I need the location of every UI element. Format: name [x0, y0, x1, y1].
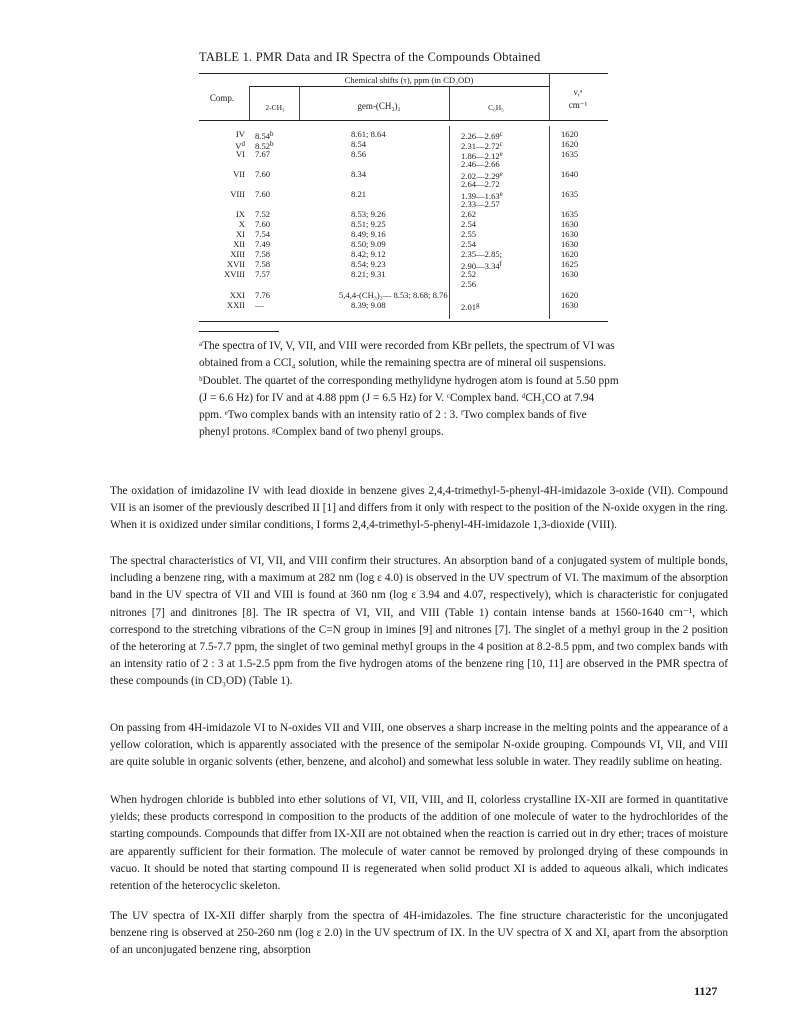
cell-compound	[199, 219, 245, 229]
cell-c6h5-text: 2.35—2.85;	[461, 249, 503, 259]
cell-gem-ch3	[351, 300, 411, 310]
cell-2ch3	[255, 239, 295, 249]
cell-2ch3-text: 7.60	[255, 169, 271, 179]
vline-1	[249, 86, 250, 120]
cell-ir-nu	[561, 239, 591, 249]
cell-compound-text: XVIII	[224, 269, 245, 279]
cell-c6h5	[461, 219, 531, 229]
header-group-rule	[249, 86, 549, 87]
cell-gem-ch3	[339, 290, 448, 300]
paragraph-2: The spectral characteristics of VI, VII, and VIII confirm their structures. An absorption band of a conjugated system of multiple bonds, including a benzene ring, with a maximum at 282 nm (log ε 4.0) is observed in the UV spectrum of VI. The maximum of the absorption band in the UV spectra of VII and VIII is found at 360 nm (log ε 3.94 and 4.07, respectively), which is characteristic for conjugated nitrones [7] and dinitrones [8]. The IR spectra of VI, VII, and VIII (Table 1) contain intense bands at 1560-1640 cm⁻¹, which correspond to the stretching vibrations of the C=N group in imines [9] and nitrones [7]. The singlet of a methyl group in the 2 position of the heteroring at 7.5-7.7 ppm, the singlet of two geminal methyl groups in the 4 position at 8.2-8.5 ppm, and two complex bands with an intensity ratio of 2 : 3 at 1.5-2.5 ppm from the five hydrogen atoms of the benzene ring [10, 11] are observed in the PMR spectra of these compounds (in CD₃OD) (Table 1).	[110, 555, 728, 688]
cell-c6h5-text: 2.33—2.57	[461, 199, 500, 209]
cell-ir-nu	[561, 189, 591, 199]
page-number: 1127	[694, 984, 718, 998]
cell-2ch3-text: 7.58	[255, 259, 271, 269]
cell-2ch3	[255, 149, 295, 159]
cell-gem-ch3-text: 8.34	[351, 169, 367, 179]
cell-gem-ch3	[351, 189, 411, 199]
cell-c6h5	[461, 209, 531, 219]
cell-c6h5	[461, 179, 531, 189]
cell-ir-nu-text: 1630	[561, 269, 579, 279]
cell-c6h5-text: 2.54	[461, 219, 477, 229]
cell-c6h5	[461, 159, 531, 169]
cell-c6h5-footnote-mark: c	[499, 140, 503, 148]
header-comp: Comp.	[209, 93, 235, 103]
cell-2ch3-text: 7.52	[255, 209, 271, 219]
cell-gem-ch3	[351, 209, 411, 219]
cell-gem-ch3-text: 8.61; 8.64	[351, 129, 386, 139]
table-top-rule	[199, 73, 608, 74]
cell-2ch3	[255, 249, 295, 259]
cell-compound-text: X	[238, 219, 245, 229]
cell-c6h5-text: 2.54	[461, 239, 477, 249]
cell-ir-nu-text: 1625	[561, 259, 579, 269]
cell-gem-ch3-text: 8.49; 9.16	[351, 229, 386, 239]
cell-2ch3-text: 7.67	[255, 149, 271, 159]
vline-3	[449, 86, 450, 120]
cell-gem-ch3-text: 8.42; 9.12	[351, 249, 386, 259]
cell-c6h5-footnote-mark: e	[499, 170, 503, 178]
cell-compound	[199, 249, 245, 259]
cell-2ch3-footnote-mark: b	[270, 130, 274, 138]
cell-2ch3-text: 7.57	[255, 269, 271, 279]
cell-ir-nu	[561, 129, 591, 139]
paragraph-1: The oxidation of imidazoline IV with lead dioxide in benzene gives 2,4,4-trimethyl-5-phenyl-4H-imidazole 3-oxide (VII). Compound VII is an isomer of the previously described II [1] and differs from it only with respect to the position of the N-oxide oxygen in the ring. When it is oxidized under similar conditions, I forms 2,4,4-trimethyl-5-phenyl-4H-imidazole 1,3-dioxide (VIII).	[110, 485, 728, 532]
cell-gem-ch3	[351, 269, 411, 279]
cell-c6h5-text: 2.26—2.69	[461, 131, 500, 141]
cell-2ch3-text: 7.60	[255, 219, 271, 229]
cell-c6h5	[461, 269, 531, 279]
cell-c6h5-text: 2.52	[461, 269, 477, 279]
cell-2ch3-text: 7.49	[255, 239, 271, 249]
cell-ir-nu-text: 1630	[561, 229, 579, 239]
header-chemical-shifts: Chemical shifts (τ), ppm (in CD₃OD)	[344, 75, 474, 85]
cell-2ch3	[255, 189, 295, 199]
cell-ir-nu-text: 1635	[561, 189, 579, 199]
cell-ir-nu	[561, 259, 591, 269]
cell-c6h5-text: 1.86—2.12	[461, 151, 500, 161]
cell-compound	[199, 300, 245, 310]
paragraph-4: When hydrogen chloride is bubbled into ether solutions of VI, VII, VIII, and II, colorless crystalline IX-XII are formed in quantitative yields; these products correspond in composition to the products of the addition of one molecule of water to the hydrochlorides of the starting compounds. Compounds that differ from IX-XII are not obtained when the reaction is carried out in dry ether; traces of moisture are apparently sufficient for their formation. The molecule of water cannot be removed by prolonged drying of these compounds in vacuo. It should be noted that starting compound II is regenerated when solid product XI is added to aqueous alkali, which indicates retention of the heterocyclic skeleton.	[110, 794, 728, 893]
cell-compound-text: IX	[235, 209, 245, 219]
cell-gem-ch3-text: 8.21	[351, 189, 367, 199]
table-footnote: ᵃThe spectra of IV, V, VII, and VIII were recorded from KBr pellets, the spectrum of VI was obtained from a CCl₄ solution, while the remaining spectra are of mineral oil suspensions. ᵇDoublet. The quartet of the corresponding methylidyne hydrogen atom is found at 5.50 ppm (J = 6.6 Hz) for IV and at 4.88 ppm (J = 6.5 Hz) for V. ᶜComplex band. ᵈCH₃CO at 7.94 ppm. ᵉTwo complex bands with an intensity ratio of 2 : 3. ᶠTwo complex bands of five phenyl protons. ᵍComplex band of two phenyl groups.	[199, 340, 619, 439]
cell-compound	[199, 149, 245, 159]
cell-ir-nu	[561, 219, 591, 229]
cell-ir-nu	[561, 290, 591, 300]
cell-2ch3	[255, 290, 295, 300]
paragraph-3: On passing from 4H-imidazole VI to N-oxides VII and VIII, one observes a sharp increase in the melting points and the appearance of a yellow coloration, which is apparently associated with the presence of the semipolar N-oxide grouping. Compounds VI, VII, and VIII are quite soluble in organic solvents (ether, benzene, and alcohol) and somewhat less soluble in water. They readily sublime on heating.	[110, 722, 728, 769]
cell-compound	[199, 129, 245, 139]
cell-c6h5-footnote-mark: g	[476, 301, 480, 309]
cell-compound-text: XII	[233, 239, 245, 249]
cell-c6h5-text: 2.90—3.34	[461, 261, 500, 271]
header-bottom-rule	[199, 120, 608, 121]
cell-ir-nu	[561, 229, 591, 239]
cell-gem-ch3-text: 5,4,4-(CH₃)₃— 8.53; 8.68; 8.76	[339, 290, 448, 300]
cell-compound	[199, 229, 245, 239]
cell-compound-text: VII	[233, 169, 245, 179]
cell-ir-nu-text: 1620	[561, 249, 579, 259]
cell-compound	[199, 169, 245, 179]
cell-gem-ch3-text: 8.54; 9.23	[351, 259, 386, 269]
cell-ir-nu-text: 1630	[561, 300, 579, 310]
cell-gem-ch3	[351, 239, 411, 249]
cell-ir-nu-text: 1630	[561, 239, 579, 249]
header-2ch3: 2-CH₃	[265, 103, 285, 112]
cell-c6h5-text: 1.39—1.63	[461, 191, 500, 201]
cell-gem-ch3	[351, 249, 411, 259]
cell-gem-ch3	[351, 169, 411, 179]
cell-c6h5-text: 2.01	[461, 302, 477, 312]
cell-compound-text: VI	[235, 149, 245, 159]
cell-c6h5-text: 2.02—2.29	[461, 171, 500, 181]
cell-compound	[199, 269, 245, 279]
cell-c6h5-text: 2.64—2.72	[461, 179, 500, 189]
cell-compound-text: XIII	[230, 249, 245, 259]
cell-c6h5	[461, 279, 531, 289]
cell-gem-ch3-text: 8.51; 9.25	[351, 219, 386, 229]
cell-ir-nu	[561, 300, 591, 310]
cell-compound-text: XXII	[226, 300, 245, 310]
header-nu-unit: cm⁻¹	[568, 100, 588, 110]
cell-ir-nu	[561, 249, 591, 259]
cell-compound	[199, 259, 245, 269]
cell-ir-nu	[561, 139, 591, 149]
cell-ir-nu-text: 1640	[561, 169, 579, 179]
vline-4	[549, 73, 550, 120]
cell-2ch3-footnote-mark: b	[270, 140, 274, 148]
cell-compound	[199, 209, 245, 219]
cell-ir-nu-text: 1630	[561, 219, 579, 229]
cell-compound-text: IV	[235, 129, 245, 139]
footnote-rule	[199, 331, 279, 332]
cell-2ch3-text: 7.58	[255, 249, 271, 259]
cell-compound-text: VIII	[230, 189, 245, 199]
cell-gem-ch3	[351, 149, 411, 159]
cell-c6h5-footnote-mark: e	[499, 190, 503, 198]
cell-ir-nu	[561, 149, 591, 159]
cell-2ch3-text: 7.76	[255, 290, 271, 300]
vline-body-4	[549, 126, 550, 319]
cell-c6h5	[461, 229, 531, 239]
cell-ir-nu-text: 1620	[561, 290, 579, 300]
cell-c6h5-text: 2.55	[461, 229, 477, 239]
cell-compound-text: XI	[235, 229, 245, 239]
cell-c6h5-footnote-mark: e	[499, 150, 503, 158]
cell-c6h5-text: 2.46—2.66	[461, 159, 500, 169]
cell-gem-ch3-text: 8.56	[351, 149, 367, 159]
cell-2ch3	[255, 300, 295, 310]
cell-gem-ch3-text: 8.53; 9.26	[351, 209, 386, 219]
cell-2ch3	[255, 259, 295, 269]
cell-gem-ch3	[351, 129, 411, 139]
cell-ir-nu-text: 1620	[561, 139, 579, 149]
table-bottom-rule	[199, 321, 608, 322]
cell-ir-nu-text: 1635	[561, 209, 579, 219]
cell-compound-text: V	[235, 141, 242, 151]
cell-2ch3-text: 7.60	[255, 189, 271, 199]
cell-c6h5-text: 2.56	[461, 279, 477, 289]
header-nu: ν,ᵃ	[573, 87, 583, 97]
cell-compound	[199, 239, 245, 249]
cell-ir-nu	[561, 269, 591, 279]
cell-gem-ch3	[351, 259, 411, 269]
cell-c6h5-text: 2.31—2.72	[461, 141, 500, 151]
cell-2ch3	[255, 219, 295, 229]
cell-2ch3-text: —	[255, 300, 264, 310]
cell-ir-nu	[561, 169, 591, 179]
paragraph-5: The UV spectra of IX-XII differ sharply from the spectra of 4H-imidazoles. The fine structure characteristic for the unconjugated benzene ring is observed at 250-260 nm (log ε 2.0) in the UV spectrum of IX. In the UV spectra of X and XI, apart from the absorption of an unconjugated benzene ring, absorption	[110, 910, 728, 957]
cell-2ch3	[255, 169, 295, 179]
vline-2	[299, 86, 300, 120]
cell-2ch3-text: 7.54	[255, 229, 271, 239]
cell-c6h5	[461, 239, 531, 249]
cell-compound	[199, 189, 245, 199]
cell-2ch3	[255, 209, 295, 219]
cell-gem-ch3	[351, 139, 411, 149]
cell-gem-ch3-text: 8.54	[351, 139, 367, 149]
cell-ir-nu-text: 1635	[561, 149, 579, 159]
cell-gem-ch3-text: 8.21; 9.31	[351, 269, 386, 279]
cell-gem-ch3-text: 8.50; 9.09	[351, 239, 386, 249]
cell-ir-nu-text: 1620	[561, 129, 579, 139]
cell-gem-ch3	[351, 219, 411, 229]
cell-ir-nu	[561, 209, 591, 219]
cell-gem-ch3-text: 8.39; 9.08	[351, 300, 386, 310]
cell-2ch3	[255, 269, 295, 279]
cell-compound-footnote-mark: d	[241, 140, 245, 148]
header-gem: gem-(CH₃)₂	[357, 101, 401, 111]
cell-2ch3	[255, 229, 295, 239]
cell-2ch3-text: 8.52	[255, 141, 271, 151]
cell-c6h5-text: 2.62	[461, 209, 477, 219]
cell-c6h5-footnote-mark: c	[499, 130, 503, 138]
cell-compound-text: XVII	[226, 259, 245, 269]
cell-compound	[199, 290, 245, 300]
cell-c6h5-footnote-mark: f	[499, 260, 503, 268]
cell-c6h5	[461, 199, 531, 209]
cell-c6h5	[461, 249, 531, 259]
cell-compound-text: XXI	[229, 290, 245, 300]
cell-2ch3-text: 8.54	[255, 131, 271, 141]
cell-c6h5	[461, 300, 531, 312]
cell-gem-ch3	[351, 229, 411, 239]
vline-body-3	[449, 126, 450, 319]
header-c6h5: C₆H₅	[488, 103, 504, 112]
table-caption: TABLE 1. PMR Data and IR Spectra of the Compounds Obtained	[199, 50, 541, 64]
